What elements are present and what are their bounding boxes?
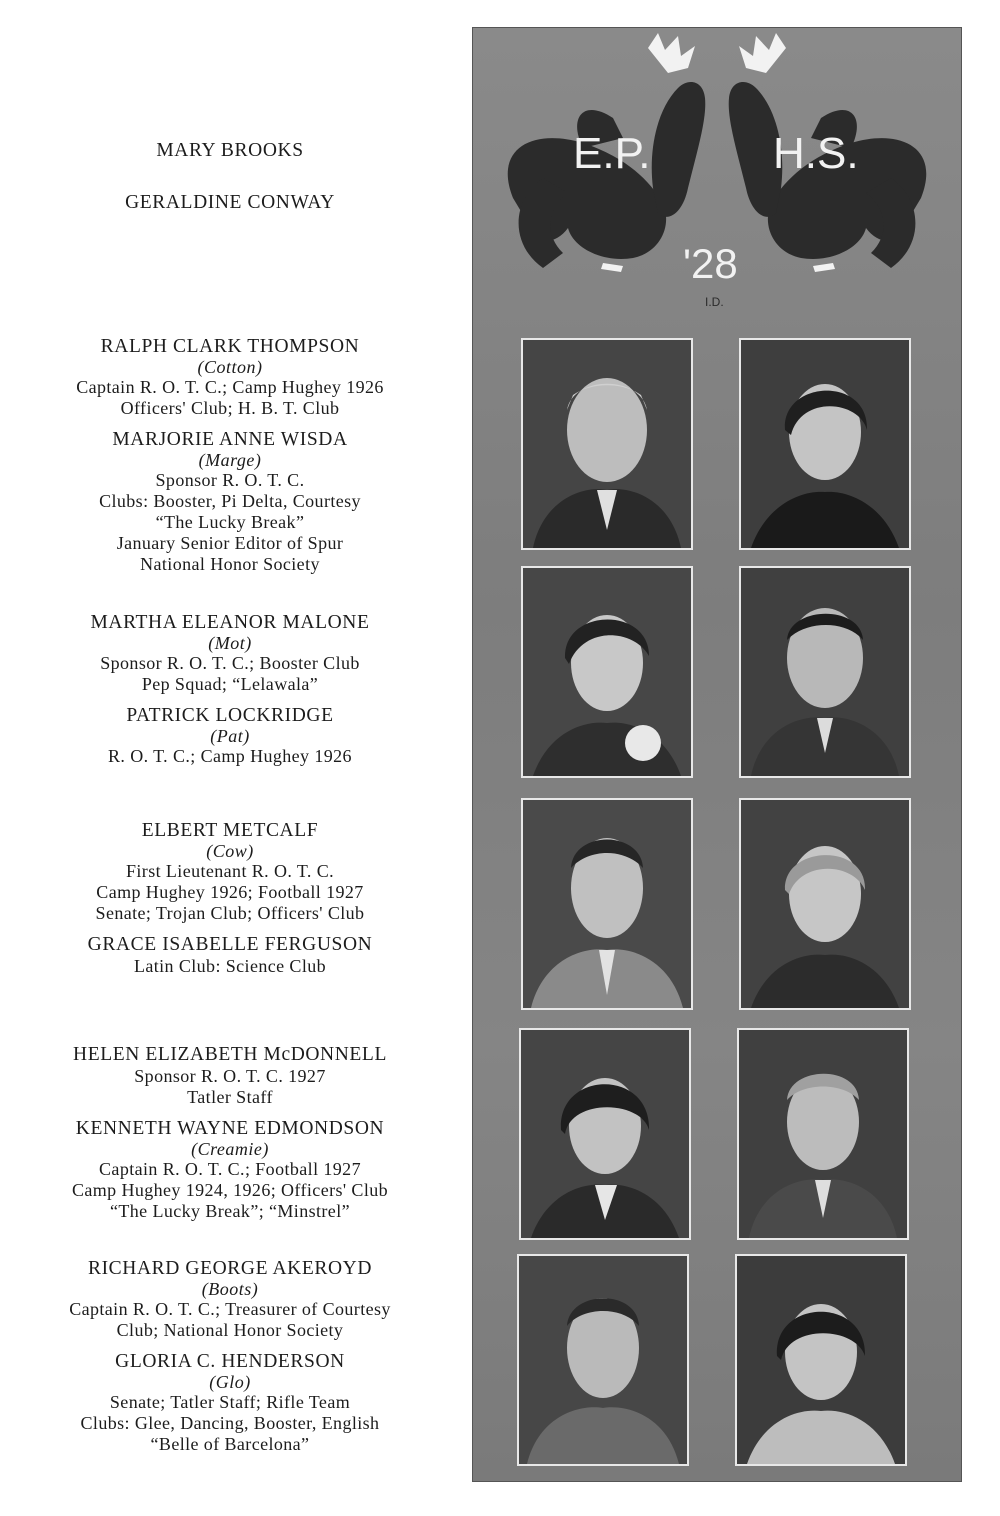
emblem-letters-right: H.S. (773, 129, 859, 178)
caption-group-3 (0, 820, 460, 977)
student-name: MARY BROOKS (156, 140, 304, 161)
student-nickname: (Boots) (201, 1279, 259, 1299)
student-activity: “Belle of Barcelona” (150, 1434, 310, 1454)
student-activity: Senate; Tatler Staff; Rifle Team (109, 1392, 351, 1412)
emblem-letters-left: E.P. (573, 129, 651, 178)
student-activity: Tatler Staff (187, 1087, 273, 1107)
student-activity: Senate; Trojan Club; Officers' Club (95, 903, 365, 923)
student-activity: Captain R. O. T. C.; Camp Hughey 1926 (76, 377, 384, 397)
student-name: PATRICK LOCKRIDGE (126, 705, 334, 726)
student-name: MARTHA ELEANOR MALONE (90, 612, 370, 633)
student-activity: “The Lucky Break”; “Minstrel” (109, 1201, 350, 1221)
text-column (0, 0, 460, 1516)
student-activity: R. O. T. C.; Camp Hughey 1926 (108, 746, 352, 766)
student-name: MARJORIE ANNE WISDA (112, 429, 348, 450)
photo-panel (472, 27, 962, 1482)
student-photo-edmondson (737, 1028, 909, 1240)
student-activity: Captain R. O. T. C.; Football 1927 (99, 1159, 361, 1179)
student-photo-thompson (521, 338, 693, 550)
student-activity: Officers' Club; H. B. T. Club (120, 398, 340, 418)
student-activity: Captain R. O. T. C.; Treasurer of Courtesy (69, 1299, 391, 1319)
student-activity: Sponsor R. O. T. C.; Booster Club (100, 653, 360, 673)
student-activity: National Honor Society (140, 554, 320, 574)
caption-group-1 (0, 336, 460, 575)
student-name: RICHARD GEORGE AKEROYD (87, 1258, 373, 1279)
student-nickname: (Cotton) (197, 357, 263, 377)
student-name: RALPH CLARK THOMPSON (100, 336, 360, 357)
emblem-mark: I.D. (705, 295, 724, 309)
student-activity: Clubs: Glee, Dancing, Booster, English (80, 1413, 380, 1433)
student-nickname: (Mot) (208, 633, 252, 653)
emblem-year: '28 (683, 240, 738, 287)
top-name-block (0, 140, 460, 214)
student-nickname: (Glo) (209, 1372, 251, 1392)
caption-group-2 (0, 612, 460, 767)
caption-group-4 (0, 1044, 460, 1222)
student-nickname: (Cow) (206, 841, 254, 861)
student-activity: Pep Squad; “Lelawala” (141, 674, 319, 694)
student-nickname: (Pat) (210, 726, 250, 746)
student-photo-wisda (739, 338, 911, 550)
student-photo-metcalf (521, 798, 693, 1010)
student-photo-ferguson (739, 798, 911, 1010)
student-activity: Club; National Honor Society (116, 1320, 344, 1340)
student-activity: Camp Hughey 1926; Football 1927 (96, 882, 364, 902)
student-activity: January Senior Editor of Spur (116, 533, 344, 553)
student-name: HELEN ELIZABETH McDONNELL (73, 1044, 387, 1065)
student-nickname: (Marge) (198, 450, 262, 470)
student-activity: “The Lucky Break” (155, 512, 305, 532)
student-name: KENNETH WAYNE EDMONDSON (75, 1118, 385, 1139)
student-photo-akeroyd (517, 1254, 689, 1466)
student-activity: Sponsor R. O. T. C. 1927 (134, 1066, 326, 1086)
student-photo-lockridge (739, 566, 911, 778)
student-name: GLORIA C. HENDERSON (115, 1351, 345, 1372)
student-name: ELBERT METCALF (141, 820, 319, 841)
student-name: GRACE ISABELLE FERGUSON (87, 934, 373, 955)
roosters-emblem (473, 28, 961, 328)
student-activity: Latin Club: Science Club (133, 956, 327, 976)
student-nickname: (Creamie) (191, 1139, 269, 1159)
student-name: GERALDINE CONWAY (125, 192, 335, 213)
student-photo-malone (521, 566, 693, 778)
student-activity: First Lieutenant R. O. T. C. (125, 861, 335, 881)
student-photo-henderson (735, 1254, 907, 1466)
student-activity: Camp Hughey 1924, 1926; Officers' Club (71, 1180, 389, 1200)
student-activity: Clubs: Booster, Pi Delta, Courtesy (99, 491, 361, 511)
caption-group-5 (0, 1258, 460, 1455)
student-activity: Sponsor R. O. T. C. (155, 470, 305, 490)
student-photo-mcdonnell (519, 1028, 691, 1240)
